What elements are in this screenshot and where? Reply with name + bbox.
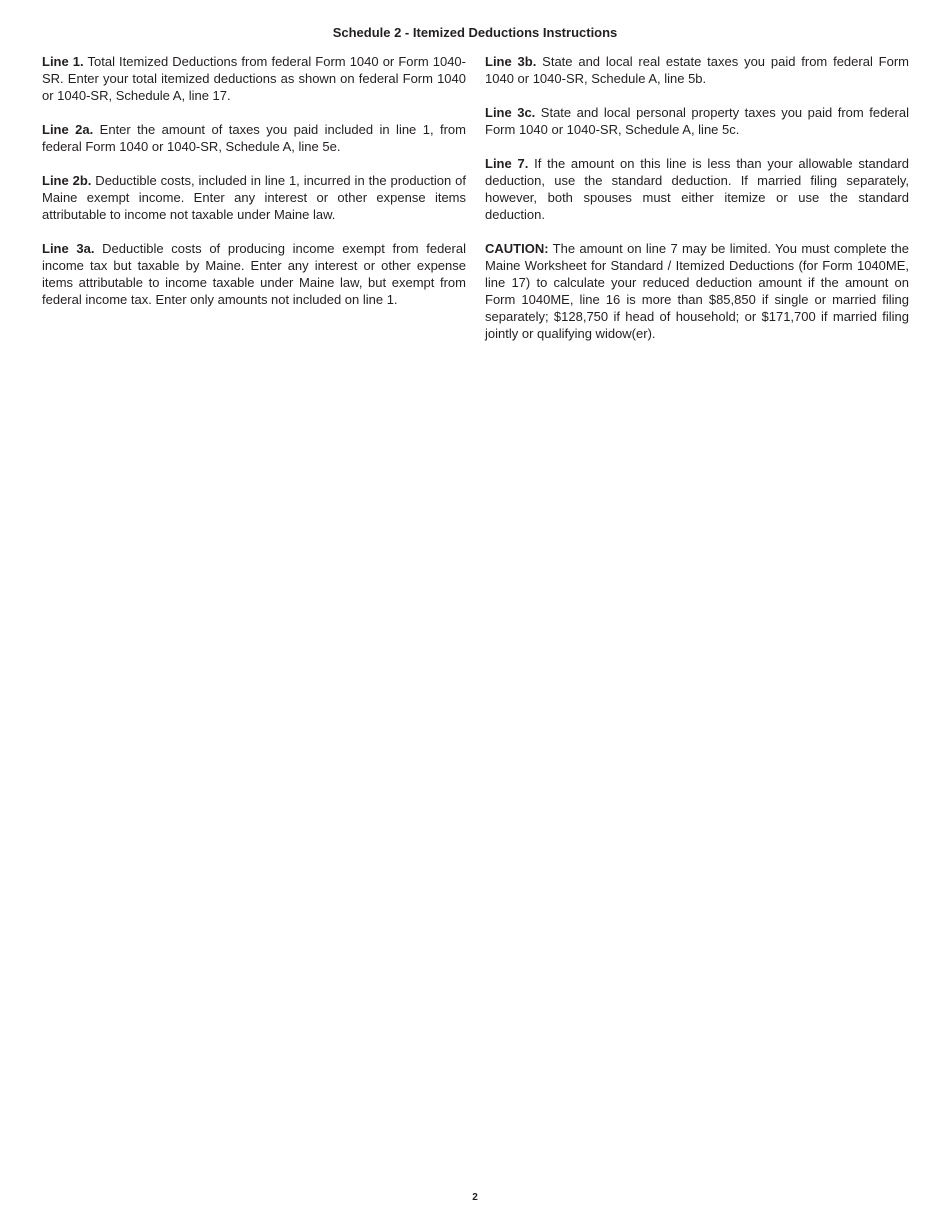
caution-label: CAUTION: bbox=[485, 241, 549, 256]
instruction-label: Line 7. bbox=[485, 156, 529, 171]
instruction-label: Line 2b. bbox=[42, 173, 92, 188]
instruction-text: Deductible costs of producing income exempt from federal income tax but taxable by Maine. Enter any interest or other expense items attributable to income taxable under Maine law, but exempt from federal income tax. Enter only amounts not included on line 1. bbox=[42, 241, 466, 307]
instruction-text: Enter the amount of taxes you paid included in line 1, from federal Form 1040 or 1040-SR, Schedule A, line 5e. bbox=[42, 122, 466, 154]
instruction-line-2a bbox=[42, 121, 466, 155]
instruction-label: Line 3a. bbox=[42, 241, 95, 256]
instruction-text: State and local real estate taxes you paid from federal Form 1040 or 1040-SR, Schedule A, line 5b. bbox=[485, 54, 909, 86]
instruction-label: Line 2a. bbox=[42, 122, 94, 137]
instruction-text: If the amount on this line is less than your allowable standard deduction, use the standard deduction. If married filing separately, however, both spouses must either itemize or use the standard deduction. bbox=[485, 156, 909, 222]
instruction-line-7 bbox=[485, 155, 909, 223]
instruction-label: Line 3c. bbox=[485, 105, 536, 120]
left-column bbox=[42, 53, 466, 325]
instruction-label: Line 1. bbox=[42, 54, 84, 69]
instruction-text: Total Itemized Deductions from federal Form 1040 or Form 1040-SR. Enter your total itemized deductions as shown on federal Form 1040 or 1040-SR, Schedule A, line 17. bbox=[42, 54, 466, 103]
instruction-line-2b bbox=[42, 172, 466, 223]
caution-text: The amount on line 7 may be limited. You must complete the Maine Worksheet for Standard / Itemized Deductions (for Form 1040ME, line 17) to calculate your reduced deduction amount if the amount on Form 1040ME, line 16 is more than $85,850 if single or married filing separately; $128,750 if head of household; or $171,700 if married filing jointly or qualifying widow(er). bbox=[485, 241, 909, 341]
right-column bbox=[485, 53, 909, 359]
instruction-label: Line 3b. bbox=[485, 54, 537, 69]
instruction-text: State and local personal property taxes you paid from federal Form 1040 or 1040-SR, Schedule A, line 5c. bbox=[485, 105, 909, 137]
instruction-line-3a bbox=[42, 240, 466, 308]
instruction-line-3c bbox=[485, 104, 909, 138]
page-title: Schedule 2 - Itemized Deductions Instructions bbox=[332, 25, 618, 40]
caution-note bbox=[485, 240, 909, 342]
instruction-text: Deductible costs, included in line 1, incurred in the production of Maine exempt income. Enter any interest or other expense items attributable to income not taxable under Maine law. bbox=[42, 173, 466, 222]
instruction-line-1 bbox=[42, 53, 466, 104]
page-number: 2 bbox=[472, 1192, 478, 1203]
instruction-line-3b bbox=[485, 53, 909, 87]
